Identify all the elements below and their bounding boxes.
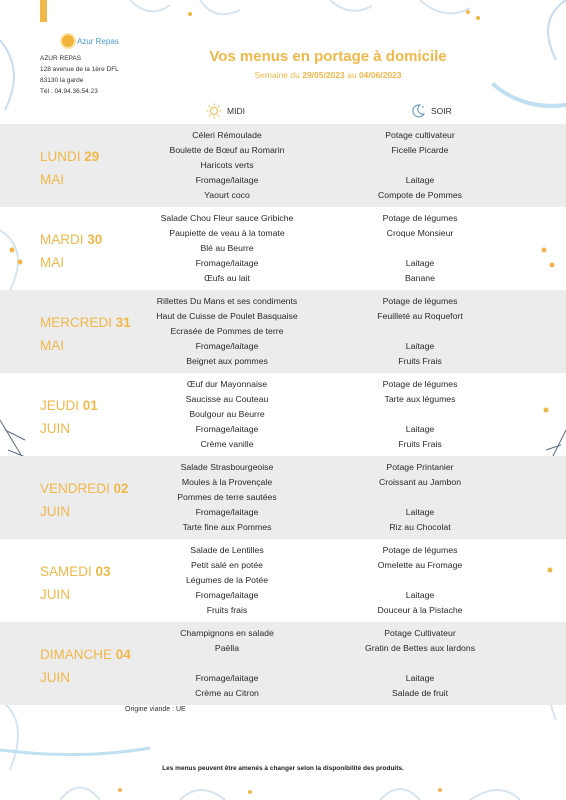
day-month: MAI [40,338,65,353]
dish: Saucisse au Couteau [185,394,269,404]
dish: Laitage [405,507,435,517]
dish: Crème vanille [200,439,254,449]
day-number: 01 [82,398,98,413]
company-logo [62,33,119,49]
company-name: AZUR REPAS [40,55,82,62]
page-title: Vos menus en portage à domicile [209,48,447,65]
dish: Gratin de Bettes aux lardons [364,643,476,653]
dish: Céleri Rémoulade [192,130,262,140]
meal-soir [320,626,520,701]
dish: Ficelle Picarde [391,145,449,155]
column-header-soir [410,103,452,119]
day-name: MERCREDI [40,315,113,330]
day-name: JEUDI [40,398,80,413]
dish: Tarte aux légumes [384,394,456,404]
dish: Laitage [405,258,435,268]
dish: Œuf dur Mayonnaise [186,379,268,389]
dish: Fruits Frais [398,356,442,366]
day-name: LUNDI [40,149,81,164]
meal-midi [127,294,327,369]
company-address-line2: 83130 la garde [40,77,84,84]
dish: Salade de fruit [391,688,449,698]
week-start: 29/05/2023 [302,70,345,80]
footer-disclaimer: Les menus peuvent être amenés à changer selon la disponibilité des produits. [162,765,404,772]
dish: Moules à la Provençale [181,477,273,487]
dish: Fruits Frais [398,439,442,449]
sun-logo-icon [62,35,74,47]
dish: Fromage/laitage [195,590,259,600]
dish [320,324,520,339]
dish: Œufs au lait [204,273,250,283]
dish: Tarte fine aux Pommes [182,522,272,532]
dish: Paupiette de veau à la tomate [169,228,285,238]
day-month: MAI [40,172,65,187]
meal-midi [127,460,327,535]
top-accent-bar [40,0,47,22]
dish [320,490,520,505]
dish: Rillettes Du Mans et ses condiments [156,296,298,306]
day-name: MARDI [40,232,84,247]
meal-soir [320,211,520,286]
day-row [0,622,566,705]
meal-midi [127,377,327,452]
dish: Potage Cultivateur [384,628,456,638]
meal-soir [320,543,520,618]
dish [320,158,520,173]
day-number: 02 [113,481,129,496]
dish: Pommes de terre sautées [177,492,277,502]
week-prefix: Semaine du [254,70,303,80]
dish: Paëlla [214,643,240,653]
dish: Fromage/laitage [195,424,259,434]
dish: Boulgour au Beurre [189,409,265,419]
dish [320,656,520,671]
dish [320,573,520,588]
dish: Potage de légumes [382,213,458,223]
dish: Croissant au Jambon [378,477,462,487]
dish: Laitage [405,175,435,185]
dish: Petit salé en potée [191,560,263,570]
day-row [0,373,566,456]
dish: Haut de Cuisse de Poulet Basquaise [156,311,298,321]
day-month: JUIN [40,670,70,685]
dish: Salade de Lentilles [190,545,264,555]
midi-label: MIDI [227,106,245,116]
day-number: 03 [95,564,111,579]
dish: Compote de Pommes [377,190,463,200]
dish: Fromage/laitage [195,341,259,351]
meal-midi [127,211,327,286]
dish: Ecrasée de Pommes de terre [170,326,284,336]
day-number: 29 [84,149,100,164]
dish: Fruits frais [206,605,248,615]
meal-midi [127,626,327,701]
dish: Crème au Citron [195,688,259,698]
week-mid: au [344,70,359,80]
day-number: 04 [115,647,131,662]
dish: Douceur à la Pistache [377,605,463,615]
dish: Boulette de Bœuf au Romarin [169,145,285,155]
meal-midi [127,128,327,203]
dish: Laitage [405,424,435,434]
dish: Haricots verts [200,160,254,170]
meal-soir [320,460,520,535]
dish: Croque Monsieur [386,228,454,238]
sun-icon [206,103,222,119]
dish: Champignons en salade [180,628,274,638]
day-month: JUIN [40,587,70,602]
day-name: DIMANCHE [40,647,113,662]
dish [320,407,520,422]
dish: Yaourt coco [204,190,250,200]
dish [127,656,327,671]
moon-icon [410,103,426,119]
dish: Salade Strasbourgeoise [180,462,274,472]
dish: Potage de légumes [382,545,458,555]
dish: Laitage [405,590,435,600]
day-row [0,290,566,373]
meal-midi [127,543,327,618]
dish: Blé au Beurre [200,243,254,253]
meal-soir [320,377,520,452]
dish: Salade Chou Fleur sauce Gribiche [160,213,294,223]
day-row [0,207,566,290]
day-month: MAI [40,255,65,270]
company-phone: Tél : 04.94.36.54.23 [40,88,98,95]
soir-label: SOIR [431,106,452,116]
dish: Fromage/laitage [195,673,259,683]
week-range [170,70,486,80]
meal-soir [320,128,520,203]
column-header-midi [206,103,245,119]
dish: Banane [405,273,435,283]
day-number: 30 [87,232,103,247]
dish: Potage cultivateur [385,130,455,140]
origin-note: Origine viande : UE [125,706,186,713]
dish: Fromage/laitage [195,507,259,517]
dish: Omelette au Fromage [377,560,463,570]
dish: Potage de légumes [382,296,458,306]
dish: Potage de légumes [382,379,458,389]
day-row [0,456,566,539]
dish: Beignet aux pommes [186,356,268,366]
meal-soir [320,294,520,369]
dish: Laitage [405,341,435,351]
company-address-line1: 128 avenue de la 1ère DFL [40,66,119,73]
dish: Riz au Chocolat [389,522,451,532]
week-end: 04/06/2023 [358,70,402,80]
dish [320,241,520,256]
logo-text: Azur Repas [77,36,119,46]
dish: Laitage [405,673,435,683]
dish: Légumes de la Potée [185,575,269,585]
dish: Feuilleté au Roquefort [377,311,463,321]
day-month: JUIN [40,421,70,436]
dish: Potage Printanier [386,462,454,472]
day-name: SAMEDI [40,564,92,579]
dish: Fromage/laitage [195,175,259,185]
day-number: 31 [115,315,131,330]
day-month: JUIN [40,504,70,519]
day-row [0,539,566,622]
dish: Fromage/laitage [195,258,259,268]
day-row [0,124,566,207]
company-info [40,33,119,97]
day-name: VENDREDI [40,481,110,496]
